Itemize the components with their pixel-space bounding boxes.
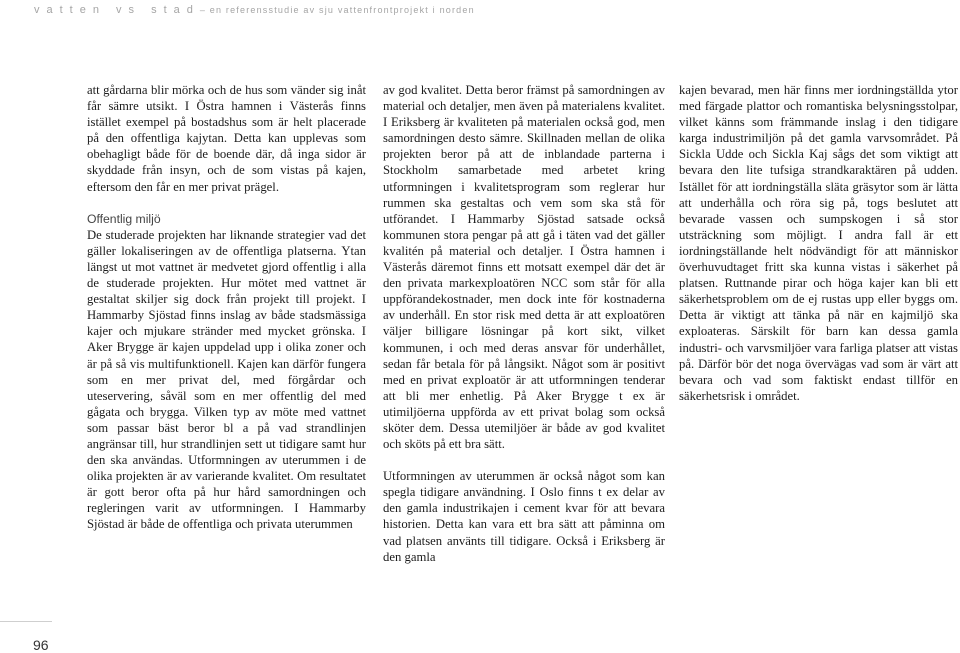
publication-title: vatten vs stad [34,4,200,16]
publication-subtitle: – en referensstudie av sju vattenfrontprojekt i norden [199,5,475,15]
page-number-rule [0,621,52,622]
text-column-2 [383,82,665,565]
body-paragraph: att gårdarna blir mörka och de hus som vänder sig inåt får sämre utsikt. I Östra hamnen i Västerås finns istället exempel på bostadshus som är helt placerade på den offentliga kajytan. Detta kan upplevas som obehagligt både för de boende där, då inga sidor är skyddade från insyn, och de som vistas på kajen, eftersom den får en mer privat prägel. [87,83,366,194]
body-paragraph: De studerade projekten har liknande strategier vad det gäller lokaliseringen av de offentliga platserna. Ytan längst ut mot vattnet är medvetet gjord offentlig i alla de studerade projekten. Hur mötet med vattnet är gestaltat skiljer sig dock från projekt till projekt. I Hammarby Sjöstad finns inslag av både stadsmässiga kajer och mjukare stränder med mycket grönska. I Aker Brygge är kajen uppdelad upp i olika zoner och är på så vis multifunktionell. Kajen kan därför fungera som en mer privat del, med förgårdar och uteservering, såväl som en mer offentlig del med gågata och brygga. Vilken typ av möte med vattnet som passar bäst beror bl a på vad strandlinjen angränsar till, hur strandlinjen sett ut tidigare samt hur den ska användas. Utformningen av uterummen i de olika projekten är av varierande kvalitet. Om resultatet är gott beror ofta på hur hård samordningen och regleringen varit av utformningen. I Hammarby Sjöstad är både de offentliga och privata uterummen [87,227,366,532]
text-column-3 [679,82,958,404]
body-paragraph: Utformningen av uterummen är också något som kan spegla tidigare användning. I Oslo finns t ex delar av den gamla industrikajen i cement kvar för att bevara historien. Detta kan vara ett bra sätt att påminna om vad platsen använts till tidigare. Också i Eriksberg är den gamla [383,469,665,564]
text-column-1 [87,82,366,533]
page-number: 96 [33,637,49,653]
body-paragraph: av god kvalitet. Detta beror främst på samordningen av material och detaljer, men även på materialens kvalitet. I Eriksberg är kvaliteten på materialen också god, men samordningen desto sämre. Skillnaden mellan de olika projekten beror på att de inblandade parterna i Stockholm samarbetade med arbetet kring utformningen i kvalitetsprogram som reglerar hur rummen ska gestaltas och vem som ska stå för utförandet. I Hammarby Sjöstad satsade också kommunen stora pengar på att gå i täten vad det gäller kvalitén på material och detaljer. I Östra hamnen i Västerås däremot finns ett motsatt exempel där det är den privata markexploatören NCC som står för alla uppförandekostnader, men dock inte för kostnaderna av underhåll. En stor risk med detta är att exploatören väljer billigare lösningar på kort sikt, vilket kommunen, i och med deras ansvar för underhållet, sedan får betala för på långsikt. Något som är positivt med en privat exploatör är att utformningen tenderar att bli mer enhetlig. På Aker Brygge t ex är utimiljöerna uppförda av ett privat bolag som också sköter dem. Dessa utemiljöer är både av god kvalitet och sköts på ett bra sätt. [383,83,665,452]
running-header [34,0,475,18]
section-heading: Offentlig miljö [87,211,161,226]
body-paragraph: kajen bevarad, men här finns mer iordningställda ytor med färgade plattor och romantiska belysningsstolpar, vilket känns som främmande inslag i den tidigare karga industrimiljön på det gamla varvsområdet. På Sickla Udde och Sickla Kaj sågs det som viktigt att bevara den lite tufsiga strandkaraktären på udden. Istället för att iordningställa släta gräsytor som är lätta att underhålla och röra sig på, togs beslutet att bevarade vassen och sumpskogen i så stor utsträckning som möjligt. I andra fall är ett iordningställande helt nödvändigt för att människor överhuvudtaget fritt ska kunna vistas i säkerhet på platsen. Ruttnande pirar och höga kajer kan bli ett säkerhetsproblem om de ej rustas upp eller byggs om. Detta är viktigt att tänka på när en kajmiljö ska exploateras. Särskilt för barn kan dessa gamla industri- och varvsmiljöer vara farliga platser att vistas på. Därför bör det noga övervägas vad som är värt att bevara och vad som faktiskt endast tillför en säkerhetsrisk i området. [679,83,958,403]
